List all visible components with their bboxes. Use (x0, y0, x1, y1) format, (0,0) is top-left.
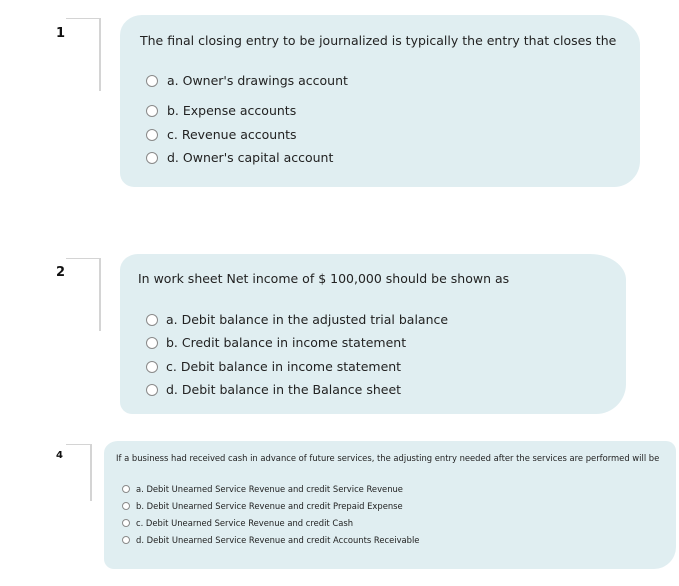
answer-option-label: c. Debit balance in income statement (166, 359, 402, 374)
answer-option-label: b. Expense accounts (167, 103, 297, 118)
radio-button[interactable] (146, 152, 158, 164)
question-text: The final closing entry to be journalized is typically the entry that closes the (140, 33, 617, 48)
question-text: In work sheet Net income of $ 100,000 should be shown as (138, 271, 510, 286)
radio-button[interactable] (146, 129, 158, 141)
answer-option[interactable] (146, 312, 448, 327)
radio-button[interactable] (122, 502, 130, 510)
radio-button[interactable] (146, 384, 158, 396)
question-number: 2 (56, 265, 66, 280)
question-number-frame (66, 18, 101, 91)
answer-option-label: d. Owner's capital account (167, 150, 334, 165)
question-number: 4 (56, 450, 63, 461)
answer-option[interactable] (122, 518, 353, 528)
answer-option-label: c. Revenue accounts (167, 127, 297, 142)
answer-option[interactable] (122, 484, 403, 494)
answer-option-label: a. Debit balance in the adjusted trial balance (166, 312, 449, 327)
radio-button[interactable] (122, 536, 130, 544)
answer-option[interactable] (146, 335, 406, 350)
answer-option[interactable] (146, 150, 333, 165)
answer-option-label: b. Debit Unearned Service Revenue and credit Prepaid Expense (136, 501, 403, 511)
radio-button[interactable] (146, 105, 158, 117)
answer-option-label: d. Debit Unearned Service Revenue and credit Accounts Receivable (136, 535, 420, 545)
answer-option-label: b. Credit balance in income statement (166, 335, 407, 350)
answer-option[interactable] (122, 501, 403, 511)
radio-button[interactable] (146, 361, 158, 373)
answer-option[interactable] (146, 103, 296, 118)
radio-button[interactable] (146, 337, 158, 349)
answer-option[interactable] (122, 535, 419, 545)
answer-option[interactable] (146, 382, 401, 397)
answer-option-label: a. Debit Unearned Service Revenue and credit Service Revenue (136, 484, 403, 494)
radio-button[interactable] (146, 314, 158, 326)
answer-option[interactable] (146, 359, 401, 374)
question-number-frame (66, 258, 101, 331)
answer-option-label: a. Owner's drawings account (167, 73, 348, 88)
question-number: 1 (56, 26, 66, 41)
question-text: If a business had received cash in advance of future services, the adjusting entry needed after the services are performed will be (116, 453, 660, 463)
question-number-frame (66, 444, 92, 501)
answer-option-label: d. Debit balance in the Balance sheet (166, 382, 402, 397)
radio-button[interactable] (146, 75, 158, 87)
radio-button[interactable] (122, 485, 130, 493)
answer-option[interactable] (146, 127, 297, 142)
answer-option-label: c. Debit Unearned Service Revenue and credit Cash (136, 518, 354, 528)
answer-option[interactable] (146, 73, 348, 88)
radio-button[interactable] (122, 519, 130, 527)
